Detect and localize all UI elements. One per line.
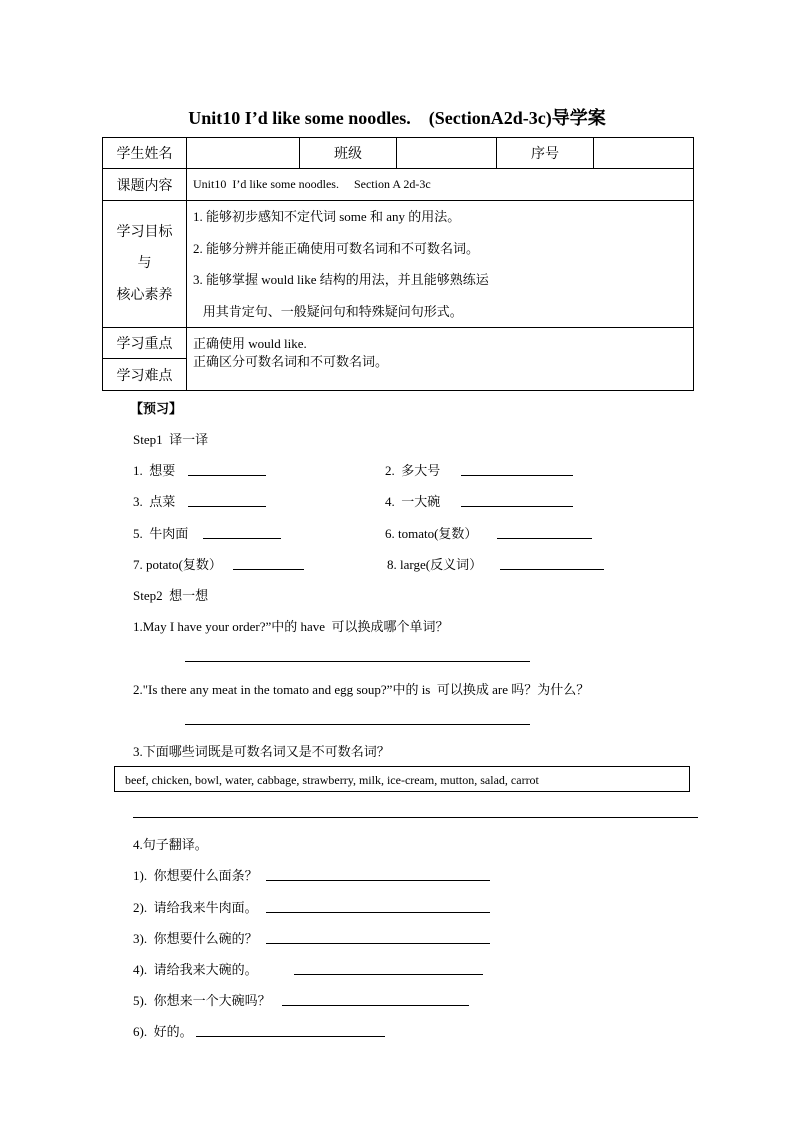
step1-item-5: 5. 牛肉面 [133, 526, 189, 541]
step1-blank-8[interactable] [500, 569, 604, 570]
seat-cell[interactable] [594, 138, 694, 169]
answer-line-1[interactable] [185, 661, 530, 662]
step1-item-4: 4. 一大碗 [385, 494, 441, 509]
objectives-label-line-3: 核心素养 [116, 287, 173, 303]
translation-blank-6[interactable] [196, 1036, 385, 1037]
step1-blank-4[interactable] [461, 506, 573, 507]
step1-blank-6[interactable] [497, 538, 592, 539]
question-3: 3.下面哪些词既是可数名词又是不可数名词？ [133, 744, 390, 759]
translation-4: 4). 请给我来大碗的。 [133, 962, 258, 977]
key-points-cell [187, 328, 694, 391]
translation-2: 2). 请给我来牛肉面。 [133, 900, 258, 915]
objective-4: 用其肯定句、一般疑问句和特殊疑问句形式。 [193, 303, 463, 319]
translation-blank-2[interactable] [266, 912, 490, 913]
answer-line-2[interactable] [185, 724, 530, 725]
student-name-label: 学生姓名 [103, 138, 187, 169]
objectives-cell [187, 201, 694, 328]
class-label: 班级 [300, 138, 397, 169]
difficulties-value: 正确区分可数名词和不可数名词。 [193, 354, 389, 369]
info-table [102, 137, 694, 391]
objectives-label-line-2: 与 [137, 256, 152, 272]
preview-heading: 【预习】 [130, 401, 183, 416]
question-1: 1.May I have your order?”中的 have 可以换成哪个单词？ [133, 619, 449, 634]
answer-line-3[interactable] [133, 817, 698, 818]
objective-2: 2. 能够分辨并能正确使用可数名词和不可数名词。 [193, 240, 480, 256]
step1-item-7: 7. potato(复数） [133, 557, 222, 572]
step1-blank-1[interactable] [188, 475, 266, 476]
step1-blank-3[interactable] [188, 506, 266, 507]
word-list-box: beef, chicken, bowl, water, cabbage, strawberry, milk, ice-cream, mutton, salad, carrot [114, 766, 690, 792]
objective-1: 1. 能够初步感知不定代词 some 和 any 的用法。 [193, 209, 461, 224]
question-4: 4.句子翻译。 [133, 837, 208, 852]
translation-blank-4[interactable] [294, 974, 483, 975]
step1-blank-7[interactable] [233, 569, 304, 570]
translation-6: 6). 好的。 [133, 1024, 193, 1039]
step1-item-8: 8. large(反义词） [387, 557, 483, 572]
step1-blank-5[interactable] [203, 538, 281, 539]
step1-blank-2[interactable] [461, 475, 573, 476]
objectives-label [103, 201, 187, 328]
difficulties-label: 学习难点 [103, 359, 187, 391]
step1-item-2: 2. 多大号 [385, 463, 441, 478]
topic-label: 课题内容 [103, 169, 187, 201]
translation-blank-1[interactable] [266, 880, 490, 881]
step1-item-6: 6. tomato(复数） [385, 526, 478, 541]
key-points-value: 正确使用 would like. [193, 336, 307, 351]
seat-label: 序号 [497, 138, 594, 169]
translation-5: 5). 你想来一个大碗吗？ [133, 993, 271, 1008]
translation-3: 3). 你想要什么碗的？ [133, 931, 258, 946]
topic-value: Unit10 I’d like some noodles. Section A 2d-3c [187, 169, 694, 201]
class-cell[interactable] [397, 138, 497, 169]
step1-item-3: 3. 点菜 [133, 494, 176, 509]
translation-blank-5[interactable] [282, 1005, 469, 1006]
step1-title: Step1 译一译 [133, 432, 209, 447]
key-points-label: 学习重点 [103, 328, 187, 359]
student-name-cell[interactable] [187, 138, 300, 169]
page-title: Unit10 I’d like some noodles. (SectionA2d-3c)导学案 [188, 108, 606, 128]
objective-3: 3. 能够掌握 would like 结构的用法，并且能够熟练运 [193, 272, 489, 287]
objectives-label-line-1: 学习目标 [116, 224, 173, 240]
translation-1: 1). 你想要什么面条？ [133, 868, 258, 883]
question-2: 2."Is there any meat in the tomato and egg soup?”中的 is 可以换成 are 吗？为什么？ [133, 682, 590, 697]
step2-title: Step2 想一想 [133, 588, 209, 603]
translation-blank-3[interactable] [266, 943, 490, 944]
step1-item-1: 1. 想要 [133, 463, 176, 478]
